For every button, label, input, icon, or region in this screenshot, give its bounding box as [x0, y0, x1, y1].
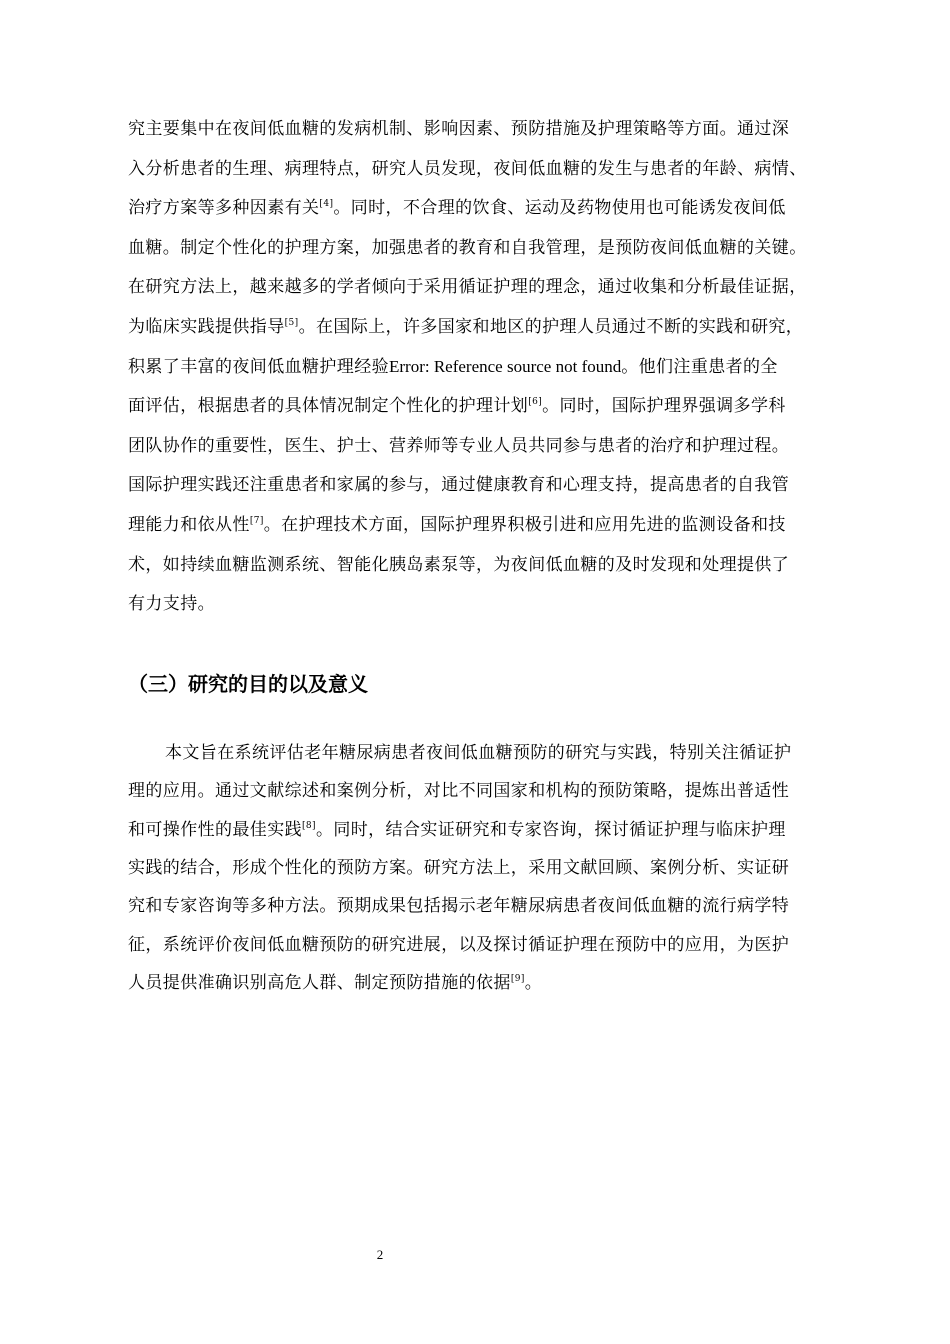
text-run: 究主要集中在夜间低血糖的发病机制、影响因素、预防措施及护理策略等方面。通过深 — [128, 119, 790, 139]
section-heading: （三）研究的目的以及意义 — [128, 672, 368, 696]
text-run: 。同时，国际护理界强调多学科 — [542, 396, 786, 417]
text-line — [128, 472, 864, 498]
text-line — [128, 354, 864, 380]
text-line — [128, 274, 864, 300]
text-run: 征，系统评价夜间低血糖预防的研究进展，以及探讨循证护理在预防中的应用，为医护 — [128, 934, 790, 955]
text-run: 在研究方法上，越来越多的学者倾向于采用循证护理的理念，通过收集和分析最佳证据， — [128, 277, 807, 298]
text-line — [128, 591, 864, 617]
text-run: 本文旨在系统评估老年糖尿病患者夜间低血糖预防的研究与实践，特别关注循证护 — [165, 743, 792, 763]
text-run: Error: Reference source not found — [389, 356, 622, 376]
text-line — [128, 116, 864, 142]
text-run: 积累了丰富的夜间低血糖护理经验 — [128, 356, 389, 377]
citation-ref: [9] — [510, 973, 525, 984]
page-number: 2 — [376, 1247, 384, 1262]
text-line — [128, 393, 864, 419]
citation-ref: [8] — [302, 820, 316, 831]
text-line — [128, 932, 864, 958]
text-line — [128, 235, 864, 261]
text-run: 理的应用。通过文献综述和案例分析，对比不同国家和机构的预防策略，提炼出普适性 — [128, 781, 790, 802]
text-run: 。同时，不合理的饮食、运动及药物使用也可能诱发夜间低 — [333, 198, 786, 219]
text-line — [128, 314, 864, 340]
text-run: 和可操作性的最佳实践 — [128, 819, 302, 840]
text-run: 国际护理实践还注重患者和家属的参与，通过健康教育和心理支持，提高患者的自我管 — [128, 475, 790, 496]
text-run: 。在护理技术方面，国际护理界积极引进和应用先进的监测设备和技 — [263, 515, 786, 535]
text-line — [128, 552, 864, 578]
text-run: 团队协作的重要性，医生、护士、营养师等专业人员共同参与患者的治疗和护理过程。 — [128, 435, 790, 456]
text-line — [128, 970, 864, 996]
text-run: 。同时，结合实证研究和专家咨询，探讨循证护理与临床护理 — [315, 819, 786, 840]
text-run: 实践的结合，形成个性化的预防方案。研究方法上，采用文献回顾、案例分析、实证研 — [128, 857, 790, 878]
text-line — [128, 817, 864, 843]
citation-ref: [4] — [319, 199, 334, 210]
citation-ref: [7] — [249, 516, 264, 526]
text-line — [128, 893, 864, 919]
text-run: 治疗方案等多种因素有关 — [128, 198, 320, 219]
citation-ref: [6] — [528, 397, 543, 408]
text-run: 入分析患者的生理、病理特点，研究人员发现，夜间低血糖的发生与患者的年龄、病情、 — [128, 158, 807, 179]
text-run: 究和专家咨询等多种方法。预期成果包括揭示老年糖尿病患者夜间低血糖的流行病学特 — [128, 896, 790, 917]
text-line — [128, 433, 864, 459]
citation-ref: [5] — [284, 318, 299, 328]
text-run: 术，如持续血糖监测系统、智能化胰岛素泵等，为夜间低血糖的及时发现和处理提供了 — [128, 554, 790, 575]
text-run: 。他们注重患者的全 — [621, 356, 778, 377]
text-line — [128, 195, 864, 221]
text-run: 理能力和依从性 — [128, 515, 250, 535]
text-run: 面评估，根据患者的具体情况制定个性化的护理计划 — [128, 396, 529, 417]
text-run: 。在国际上，许多国家和地区的护理人员通过不断的实践和研究， — [298, 317, 804, 337]
text-line — [128, 855, 864, 881]
text-line — [128, 512, 864, 538]
text-run: 人员提供准确识别高危人群、制定预防措施的依据 — [128, 972, 511, 993]
text-line — [165, 740, 864, 766]
text-line — [128, 778, 864, 804]
text-run: 血糖。制定个性化的护理方案，加强患者的教育和自我管理，是预防夜间低血糖的关键。 — [128, 237, 807, 258]
text-run: 为临床实践提供指导 — [128, 317, 285, 337]
text-run: 有力支持。 — [128, 594, 215, 615]
text-line — [128, 156, 864, 182]
text-run: 。 — [524, 972, 543, 993]
